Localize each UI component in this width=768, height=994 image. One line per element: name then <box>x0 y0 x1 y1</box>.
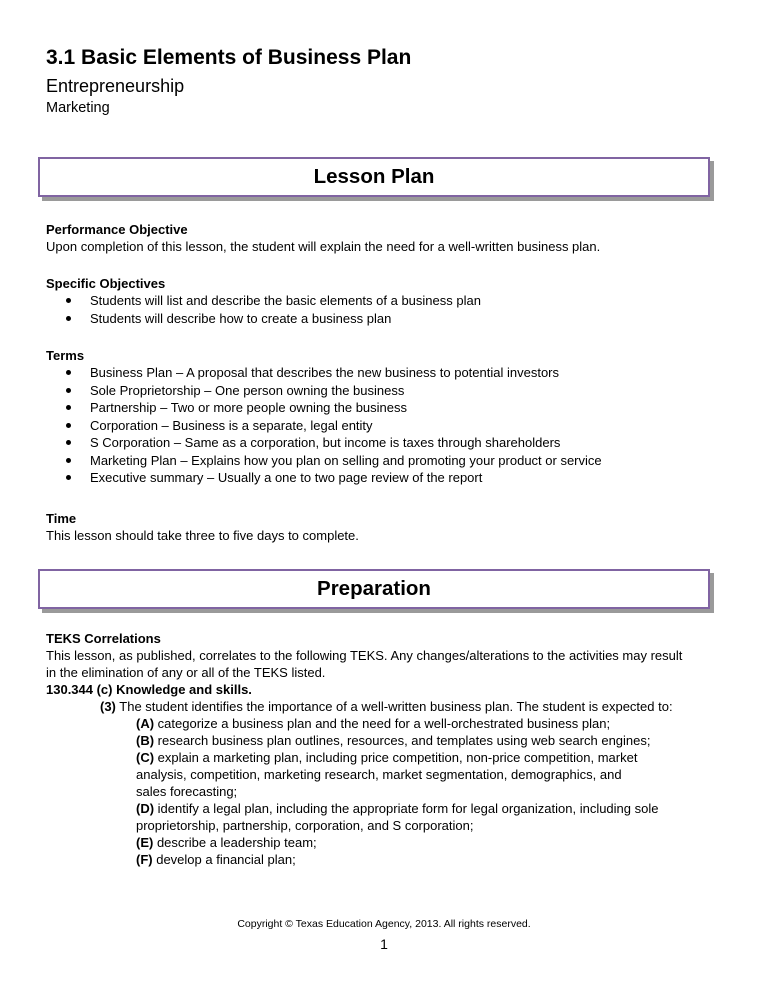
bullet-icon <box>66 388 71 393</box>
preparation-label: Preparation <box>317 577 431 600</box>
teks-item-d-cont: proprietorship, partnership, corporation, and S corporation; <box>136 818 474 833</box>
time-heading: Time <box>46 511 77 526</box>
list-item: Partnership – Two or more people owning the business <box>66 399 602 417</box>
teks-item-d: (D) identify a legal plan, including the appropriate form for legal organization, including sole <box>136 801 659 816</box>
bullet-icon <box>66 298 71 303</box>
preparation-banner <box>38 569 710 609</box>
lesson-plan-banner <box>38 157 710 197</box>
performance-objective-heading: Performance Objective <box>46 222 188 237</box>
teks-item-c-cont-1: analysis, competition, marketing research, market segmentation, demographics, and <box>136 767 622 782</box>
bullet-icon <box>66 405 71 410</box>
teks-heading: TEKS Correlations <box>46 631 161 646</box>
page-number: 1 <box>380 936 388 952</box>
teks-intro-line-1: This lesson, as published, correlates to the following TEKS. Any changes/alterations to the activities may result <box>46 648 683 663</box>
bullet-icon <box>66 316 71 321</box>
teks-section: 130.344 (c) Knowledge and skills. <box>46 682 252 697</box>
cluster-name: Marketing <box>46 100 110 116</box>
terms-list <box>66 364 602 487</box>
document-title: 3.1 Basic Elements of Business Plan <box>46 46 412 69</box>
specific-objectives-list <box>66 292 481 327</box>
bullet-icon <box>66 440 71 445</box>
lesson-plan-label: Lesson Plan <box>313 165 435 188</box>
list-item: S Corporation – Same as a corporation, but income is taxes through shareholders <box>66 434 602 452</box>
list-item: Executive summary – Usually a one to two page review of the report <box>66 469 602 487</box>
list-item: Business Plan – A proposal that describes the new business to potential investors <box>66 364 602 382</box>
list-item: Students will list and describe the basic elements of a business plan <box>66 292 481 310</box>
terms-heading: Terms <box>46 348 85 363</box>
teks-item-a: (A) categorize a business plan and the need for a well-orchestrated business plan; <box>136 716 611 731</box>
bullet-icon <box>66 423 71 428</box>
teks-item-c: (C) explain a marketing plan, including price competition, non-price competition, market <box>136 750 638 765</box>
specific-objectives-heading: Specific Objectives <box>46 276 166 291</box>
teks-item-b: (B) research business plan outlines, resources, and templates using web search engines; <box>136 733 651 748</box>
bullet-icon <box>66 370 71 375</box>
time-text: This lesson should take three to five days to complete. <box>46 528 359 543</box>
teks-standard-3: (3) The student identifies the importance of a well-written business plan. The student is expected to: <box>100 699 673 714</box>
performance-objective-text: Upon completion of this lesson, the student will explain the need for a well-written business plan. <box>46 239 601 254</box>
list-item: Sole Proprietorship – One person owning the business <box>66 382 602 400</box>
list-item: Students will describe how to create a business plan <box>66 310 481 328</box>
bullet-icon <box>66 475 71 480</box>
course-name: Entrepreneurship <box>46 76 185 96</box>
bullet-icon <box>66 458 71 463</box>
teks-item-c-cont-2: sales forecasting; <box>136 784 238 799</box>
list-item: Corporation – Business is a separate, legal entity <box>66 417 602 435</box>
teks-item-f: (F) develop a financial plan; <box>136 852 296 867</box>
copyright-footer: Copyright © Texas Education Agency, 2013. All rights reserved. <box>237 918 531 930</box>
teks-item-e: (E) describe a leadership team; <box>136 835 317 850</box>
teks-intro-line-2: in the elimination of any or all of the TEKS listed. <box>46 665 326 680</box>
list-item: Marketing Plan – Explains how you plan on selling and promoting your product or service <box>66 452 602 470</box>
